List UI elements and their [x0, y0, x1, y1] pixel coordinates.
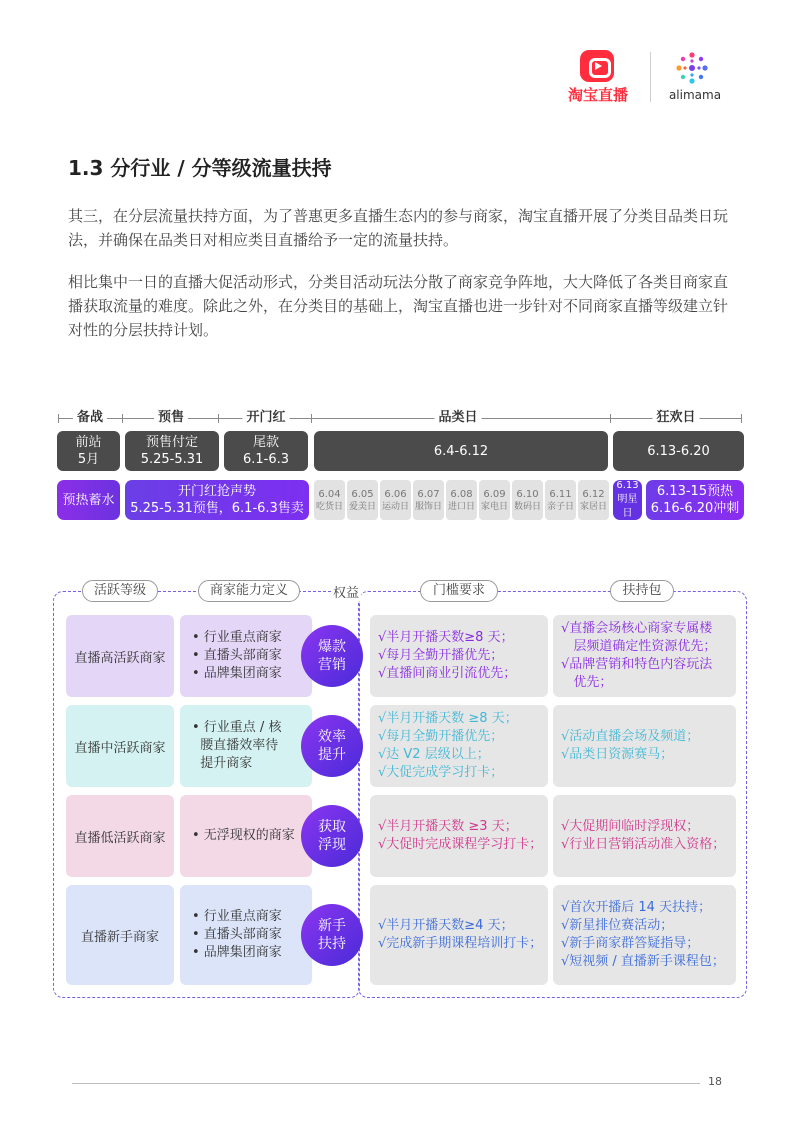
timeline-box-presale-deposit: 预售付定 5.25-5.31 [125, 431, 219, 471]
stage-label-carnival: 狂欢日 [652, 410, 699, 426]
header-ability-definition: 商家能力定义 [198, 580, 300, 602]
header-support-package: 扶持包 [610, 580, 674, 602]
category-day-box: 6.12 家居日 [578, 480, 609, 520]
alimama-logo [662, 50, 728, 106]
benefit-circle-newbie-support: 新手 扶持 [301, 904, 363, 966]
support-cell-mid: √活动直播会场及频道； √品类日资源赛马； [553, 705, 736, 787]
ability-cell-newbie: • 行业重点商家 • 直播头部商家 • 品牌集团商家 [180, 885, 312, 985]
category-day-box: 6.10 数码日 [512, 480, 543, 520]
threshold-cell-newbie: √半月开播天数≥4 天； √完成新手期课程培训打卡； [370, 885, 548, 985]
timeline-box-star-day: 6.13 明星日 [613, 480, 642, 520]
stage-label-presale: 预售 [154, 410, 188, 426]
timeline-box-warmup-sprint: 6.13-15预热 6.16-6.20冲刺 [646, 480, 744, 520]
timeline-stage-row [58, 410, 742, 426]
level-cell-low: 直播低活跃商家 [66, 795, 174, 877]
header-activity-level: 活跃等级 [82, 580, 158, 602]
logo-divider [650, 52, 651, 102]
level-cell-high: 直播高活跃商家 [66, 615, 174, 697]
category-day-box: 6.04 吃货日 [314, 480, 345, 520]
header-rights: 权益 [331, 582, 361, 601]
timeline-box-category-days: 6.4-6.12 [314, 431, 608, 471]
threshold-cell-low: √半月开播天数 ≥3 天； √大促时完成课程学习打卡； [370, 795, 548, 877]
ability-cell-low: • 无浮现权的商家 [180, 795, 312, 877]
benefit-circle-get-exposure: 获取 浮现 [301, 805, 363, 867]
stage-label-category-day: 品类日 [434, 410, 481, 426]
category-day-box: 6.06 运动日 [380, 480, 411, 520]
taobao-live-icon [580, 50, 614, 82]
taobao-live-logo [566, 50, 630, 106]
category-day-box: 6.07 服饰日 [413, 480, 444, 520]
benefit-circle-hot-marketing: 爆款 营销 [301, 625, 363, 687]
stage-label-prepare: 备战 [73, 410, 107, 426]
timeline-box-opening-momentum: 开门红抢声势 5.25-5.31预售，6.1-6.3售卖 [125, 480, 309, 520]
timeline-box-balance: 尾款 6.1-6.3 [224, 431, 308, 471]
stage-label-opening: 开门红 [242, 410, 289, 426]
timeline-box-carnival-days: 6.13-6.20 [613, 431, 744, 471]
timeline-box-warmup: 预热蓄水 [57, 480, 120, 520]
timeline-box-prestation: 前站 5月 [57, 431, 120, 471]
paragraph-1: 其三，在分层流量扶持方面，为了普惠更多直播生态内的参与商家，淘宝直播开展了分类目品类日玩法，并确保在品类日对相应类目直播给予一定的流量扶持。 [68, 207, 729, 249]
support-cell-high: √直播会场核心商家专属楼 层频道确定性资源优先； √品牌营销和特色内容玩法 优先； [553, 615, 736, 697]
support-cell-newbie: √首次开播后 14 天扶持； √新星排位赛活动； √新手商家群答疑指导； √短视频 / 直播新手课程包； [553, 885, 736, 985]
support-cell-low: √大促期间临时浮现权； √行业日营销活动准入资格； [553, 795, 736, 877]
category-day-box: 6.09 家电日 [479, 480, 510, 520]
threshold-cell-high: √半月开播天数≥8 天； √每月全勤开播优先； √直播间商业引流优先； [370, 615, 548, 697]
level-cell-mid: 直播中活跃商家 [66, 705, 174, 787]
alimama-icon [674, 50, 710, 86]
category-day-box: 6.08 进口日 [446, 480, 477, 520]
section-title: 1.3 分行业 / 分等级流量扶持 [68, 156, 332, 180]
benefit-circle-efficiency: 效率 提升 [301, 715, 363, 777]
category-day-box: 6.11 亲子日 [545, 480, 576, 520]
page-number: 18 [708, 1075, 722, 1088]
footer-divider [72, 1083, 700, 1084]
level-cell-newbie: 直播新手商家 [66, 885, 174, 985]
ability-cell-high: • 行业重点商家 • 直播头部商家 • 品牌集团商家 [180, 615, 312, 697]
ability-cell-mid: • 行业重点 / 核 腰直播效率待 提升商家 [180, 705, 312, 787]
alimama-logo-text: alimama [668, 88, 722, 102]
taobao-live-logo-text: 淘宝直播 [567, 86, 628, 104]
paragraph-2: 相比集中一日的直播大促活动形式，分类目活动玩法分散了商家竞争阵地，大大降低了各类目商家直播获取流量的难度。除此之外，在分类目的基础上，淘宝直播也进一步针对不同商家直播等级建立针对性的分层扶持计划。 [68, 273, 729, 339]
threshold-cell-mid: √半月开播天数 ≥8 天； √每月全勤开播优先； √达 V2 层级以上； √大促完成学习打卡； [370, 705, 548, 787]
header-threshold: 门槛要求 [420, 580, 498, 602]
category-day-box: 6.05 爱美日 [347, 480, 378, 520]
